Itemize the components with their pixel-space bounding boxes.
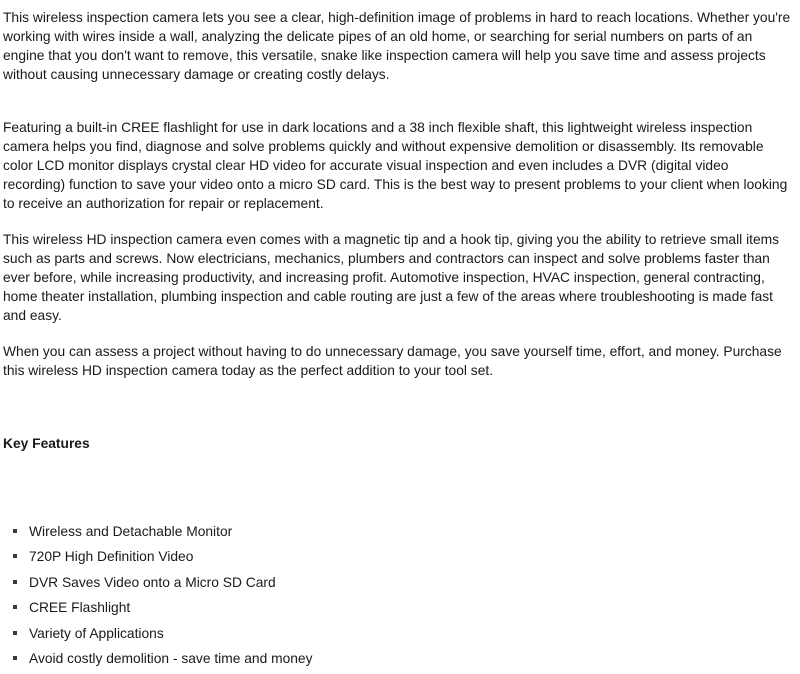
feature-text: Avoid costly demolition - save time and money [29, 650, 313, 666]
square-bullet-icon [13, 580, 17, 584]
feature-text: 720P High Definition Video [29, 549, 194, 565]
feature-text: DVR Saves Video onto a Micro SD Card [29, 574, 276, 590]
description-paragraph-3: This wireless HD inspection camera even comes with a magnetic tip and a hook tip, giving you the ability to retrieve small items such as parts and screws. Now electricians, mechanics, plumbers and contractors can inspect and solve problems faster than ever before, while increasing productivity, and increasing profit. Automotive inspection, HVAC inspection, general contracting, home theater installation, plumbing inspection and cable routing are just a few of the areas where troubleshooting is made fast and easy. [3, 232, 780, 323]
feature-text: Wireless and Detachable Monitor [29, 524, 233, 539]
list-item [7, 649, 792, 674]
square-bullet-icon [13, 554, 17, 558]
list-item [7, 522, 792, 547]
feature-text: Variety of Applications [29, 625, 164, 641]
key-features-heading: Key Features [3, 436, 90, 451]
list-item [7, 624, 792, 649]
square-bullet-icon [13, 656, 17, 660]
list-item [7, 573, 792, 598]
list-item [7, 547, 792, 572]
feature-text: CREE Flashlight [29, 600, 131, 616]
description-paragraph-2: Featuring a built-in CREE flashlight for use in dark locations and a 38 inch flexible shaft, this lightweight wireless inspection camera helps you find, diagnose and solve problems quickly and without expensive demolition or disassembly. Its removable color LCD monitor displays crystal clear HD video for accurate visual inspection and even includes a DVR (digital video recording) function to save your video onto a micro SD card. This is the best way to present problems to your client when looking to receive an authorization for repair or replacement. [3, 120, 788, 211]
square-bullet-icon [13, 631, 17, 635]
description-paragraph-1: This wireless inspection camera lets you see a clear, high-definition image of problems in hard to reach locations. Whether you're working with wires inside a wall, analyzing the delicate pipes of an old home, or searching for serial numbers on parts of an engine that you don't want to remove, this versatile, snake like inspection camera will help you save time and assess projects without causing unnecessary damage or creating costly delays. [3, 10, 791, 82]
square-bullet-icon [13, 529, 17, 533]
key-features-list [3, 522, 792, 674]
description-paragraph-4: When you can assess a project without having to do unnecessary damage, you save yourself time, effort, and money. Purchase this wireless HD inspection camera today as the perfect addition to your tool set. [3, 344, 782, 378]
square-bullet-icon [13, 605, 17, 609]
